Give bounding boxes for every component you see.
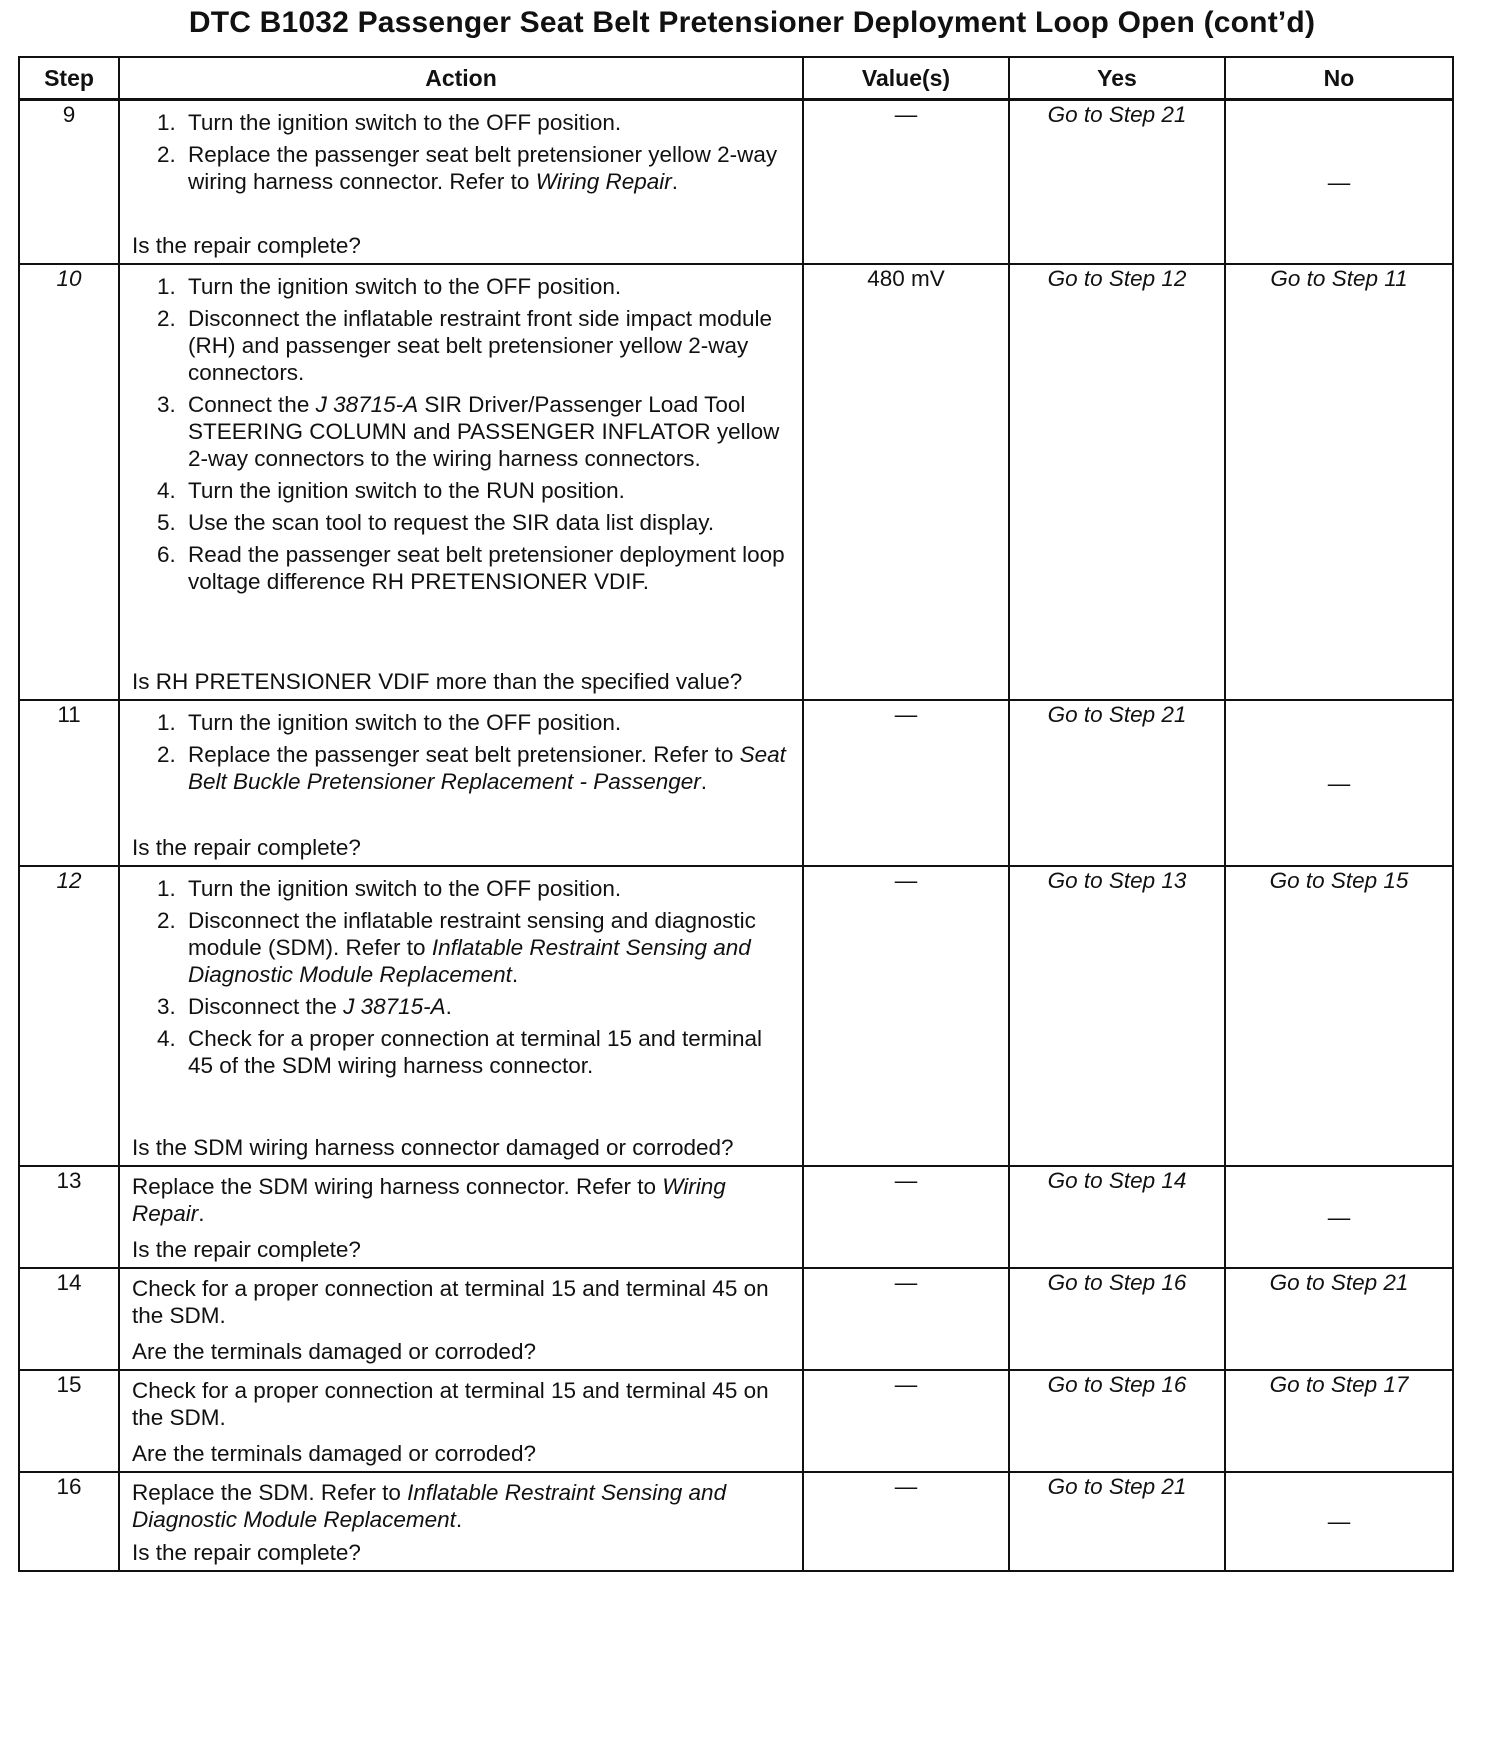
- action-instructions: [132, 271, 792, 601]
- action-text-tail: .: [445, 994, 452, 1019]
- action-instructions: [132, 107, 792, 201]
- reference-link[interactable]: J 38715-A: [315, 392, 419, 417]
- document-title: DTC B1032 Passenger Seat Belt Pretensioner Deployment Loop Open (cont’d): [188, 6, 1316, 39]
- no-cell: [1225, 1268, 1453, 1370]
- reference-link[interactable]: Inflatable Restraint Sensing and Diagnostic Module Replacement: [132, 1480, 727, 1532]
- yes-cell: [1009, 1166, 1225, 1268]
- action-text-tail: SIR Driver/Passenger Load Tool STEERING COLUMN and PASSENGER INFLATOR yellow 2-way connectors to the wiring harness connectors.: [188, 392, 780, 471]
- step-question: Is the SDM wiring harness connector damaged or corroded?: [132, 1135, 734, 1160]
- yes-goto-link[interactable]: Go to Step 21: [1047, 702, 1187, 727]
- table-row: [19, 1166, 1453, 1268]
- diagnostic-procedure-table: [18, 56, 1454, 1572]
- instruction-item: [182, 1025, 792, 1079]
- action-text: Connect the: [188, 392, 316, 417]
- step-question: Is the repair complete?: [132, 835, 361, 860]
- instruction-item: [182, 391, 792, 472]
- no-value-text: —: [1327, 169, 1351, 195]
- value-cell: [803, 1370, 1009, 1472]
- action-text: Turn the ignition switch to the RUN position.: [188, 478, 625, 503]
- no-goto-link[interactable]: Go to Step 11: [1270, 266, 1408, 291]
- step-number: 15: [19, 1370, 119, 1472]
- instruction-paragraph: [132, 1275, 792, 1329]
- instruction-item: [182, 907, 792, 988]
- yes-cell: [1009, 1370, 1225, 1472]
- instruction-paragraph: [132, 1377, 792, 1431]
- no-cell: [1225, 1166, 1453, 1268]
- no-goto-link[interactable]: Go to Step 21: [1269, 1270, 1409, 1295]
- table-body: [19, 100, 1453, 1572]
- no-value-text: —: [1327, 1204, 1351, 1230]
- action-text: Replace the passenger seat belt pretensioner yellow 2-way wiring harness connector. Refer to: [188, 142, 778, 194]
- action-text: Check for a proper connection at terminal 15 and terminal 45 on the SDM.: [132, 1276, 769, 1328]
- action-text: Replace the passenger seat belt pretensioner. Refer to: [188, 742, 740, 767]
- action-text: Disconnect the inflatable restraint sensing and diagnostic module (SDM). Refer to: [188, 908, 756, 960]
- yes-cell: [1009, 100, 1225, 265]
- step-question: Is RH PRETENSIONER VDIF more than the specified value?: [132, 669, 743, 694]
- yes-cell: [1009, 1268, 1225, 1370]
- action-text: Replace the SDM wiring harness connector. Refer to: [132, 1174, 663, 1199]
- action-text: Turn the ignition switch to the OFF position.: [188, 710, 622, 735]
- step-question: Is the repair complete?: [132, 1540, 361, 1565]
- action-text: Disconnect the inflatable restraint front side impact module (RH) and passenger seat belt pretensioner yellow 2-way connectors.: [188, 306, 773, 385]
- action-instructions: [132, 1275, 792, 1335]
- step-number: 9: [19, 100, 119, 265]
- instruction-item: [182, 141, 792, 195]
- action-cell: [119, 264, 803, 700]
- step-number: 14: [19, 1268, 119, 1370]
- action-content: [120, 1167, 802, 1267]
- no-cell: [1225, 100, 1453, 265]
- action-text: Disconnect the: [188, 994, 344, 1019]
- value-text: —: [894, 1474, 918, 1499]
- instruction-paragraph: [132, 1173, 792, 1227]
- action-text: Use the scan tool to request the SIR data list display.: [188, 510, 715, 535]
- instruction-list: [132, 875, 792, 1079]
- action-content: [120, 1371, 802, 1471]
- instruction-item: [182, 541, 792, 595]
- no-cell: [1225, 1370, 1453, 1472]
- table-row: [19, 700, 1453, 866]
- action-text: Replace the SDM. Refer to: [132, 1480, 408, 1505]
- instruction-item: [182, 273, 792, 300]
- action-text-tail: .: [455, 1507, 463, 1532]
- action-instructions: [132, 707, 792, 801]
- action-content: [120, 867, 802, 1165]
- step-question: Are the terminals damaged or corroded?: [132, 1339, 536, 1364]
- instruction-list: [132, 709, 792, 795]
- reference-link[interactable]: Seat Belt Buckle Pretensioner Replacement - Passenger: [188, 742, 786, 794]
- instruction-item: [182, 875, 792, 902]
- reference-link[interactable]: Wiring Repair: [132, 1174, 726, 1226]
- instruction-item: [182, 109, 792, 136]
- header-no: No: [1225, 57, 1453, 100]
- no-cell: [1225, 700, 1453, 866]
- action-text-tail: .: [700, 769, 708, 794]
- action-content: [120, 1269, 802, 1369]
- action-cell: [119, 1166, 803, 1268]
- table-row: [19, 264, 1453, 700]
- action-text: Read the passenger seat belt pretensioner deployment loop voltage difference RH PRETENSIONER VDIF.: [188, 542, 785, 594]
- step-question: Is the repair complete?: [132, 1237, 361, 1262]
- action-instructions: [132, 1377, 792, 1437]
- action-cell: [119, 866, 803, 1166]
- step-question: Are the terminals damaged or corroded?: [132, 1441, 536, 1466]
- action-cell: [119, 1268, 803, 1370]
- yes-cell: [1009, 1472, 1225, 1571]
- instruction-list: [132, 109, 792, 195]
- action-cell: [119, 700, 803, 866]
- action-content: [120, 1473, 802, 1570]
- yes-goto-link[interactable]: Go to Step 14: [1047, 1168, 1187, 1193]
- action-content: [120, 701, 802, 865]
- instruction-item: [182, 305, 792, 386]
- action-text-tail: .: [511, 962, 519, 987]
- yes-goto-link[interactable]: Go to Step 16: [1047, 1270, 1187, 1295]
- value-text: —: [894, 868, 918, 893]
- yes-cell: [1009, 700, 1225, 866]
- reference-link[interactable]: Inflatable Restraint Sensing and Diagnostic Module Replacement: [188, 935, 751, 987]
- action-content: [120, 101, 802, 263]
- instruction-item: [182, 709, 792, 736]
- yes-goto-link[interactable]: Go to Step 21: [1047, 102, 1187, 127]
- table-row: [19, 100, 1453, 265]
- value-cell: [803, 100, 1009, 265]
- action-text: Check for a proper connection at terminal 15 and terminal 45 on the SDM.: [132, 1378, 769, 1430]
- no-cell: [1225, 1472, 1453, 1571]
- instruction-paragraph: [132, 1479, 792, 1533]
- action-text: Turn the ignition switch to the OFF position.: [188, 274, 622, 299]
- value-cell: [803, 264, 1009, 700]
- action-content: [120, 265, 802, 699]
- action-cell: [119, 1370, 803, 1472]
- value-cell: [803, 1472, 1009, 1571]
- action-instructions: [132, 873, 792, 1085]
- value-text: —: [894, 102, 918, 127]
- instruction-item: [182, 509, 792, 536]
- header-action: Action: [119, 57, 803, 100]
- no-cell: [1225, 866, 1453, 1166]
- step-question: Is the repair complete?: [132, 233, 361, 258]
- header-yes: Yes: [1009, 57, 1225, 100]
- yes-goto-link[interactable]: Go to Step 12: [1047, 266, 1187, 291]
- no-goto-link[interactable]: Go to Step 17: [1269, 1372, 1409, 1397]
- value-text: 480 mV: [867, 266, 945, 291]
- value-text: —: [894, 1168, 918, 1193]
- action-text: Turn the ignition switch to the OFF position.: [188, 110, 622, 135]
- step-number: 16: [19, 1472, 119, 1571]
- table-row: [19, 1370, 1453, 1472]
- value-text: —: [894, 1270, 918, 1295]
- table-row: [19, 866, 1453, 1166]
- action-text: Check for a proper connection at terminal 15 and terminal 45 of the SDM wiring harness connector.: [188, 1026, 763, 1078]
- value-cell: [803, 700, 1009, 866]
- instruction-list: [132, 273, 792, 595]
- action-instructions: [132, 1173, 792, 1233]
- yes-goto-link[interactable]: Go to Step 16: [1047, 1372, 1187, 1397]
- step-number: 10: [19, 264, 119, 700]
- step-number: 12: [19, 866, 119, 1166]
- action-cell: [119, 100, 803, 265]
- header-values: Value(s): [803, 57, 1009, 100]
- instruction-item: [182, 741, 792, 795]
- action-text-tail: .: [671, 169, 679, 194]
- yes-goto-link[interactable]: Go to Step 13: [1047, 868, 1187, 893]
- reference-link[interactable]: J 38715-A: [343, 994, 446, 1019]
- no-cell: [1225, 264, 1453, 700]
- value-text: —: [894, 1372, 918, 1397]
- table-header-row: [19, 57, 1453, 100]
- instruction-item: [182, 477, 792, 504]
- instruction-item: [182, 993, 792, 1020]
- header-step: Step: [19, 57, 119, 100]
- yes-cell: [1009, 264, 1225, 700]
- no-value-text: —: [1327, 1509, 1351, 1534]
- table-row: [19, 1472, 1453, 1571]
- no-goto-link[interactable]: Go to Step 15: [1269, 868, 1409, 893]
- reference-link[interactable]: Wiring Repair: [535, 169, 672, 194]
- yes-goto-link[interactable]: Go to Step 21: [1047, 1474, 1187, 1499]
- value-cell: [803, 1268, 1009, 1370]
- action-instructions: [132, 1479, 792, 1539]
- table-row: [19, 1268, 1453, 1370]
- step-number: 13: [19, 1166, 119, 1268]
- yes-cell: [1009, 866, 1225, 1166]
- action-text-tail: .: [198, 1201, 205, 1226]
- action-cell: [119, 1472, 803, 1571]
- value-cell: [803, 866, 1009, 1166]
- value-cell: [803, 1166, 1009, 1268]
- value-text: —: [894, 702, 918, 727]
- no-value-text: —: [1327, 770, 1351, 796]
- action-text: Turn the ignition switch to the OFF position.: [188, 876, 622, 901]
- step-number: 11: [19, 700, 119, 866]
